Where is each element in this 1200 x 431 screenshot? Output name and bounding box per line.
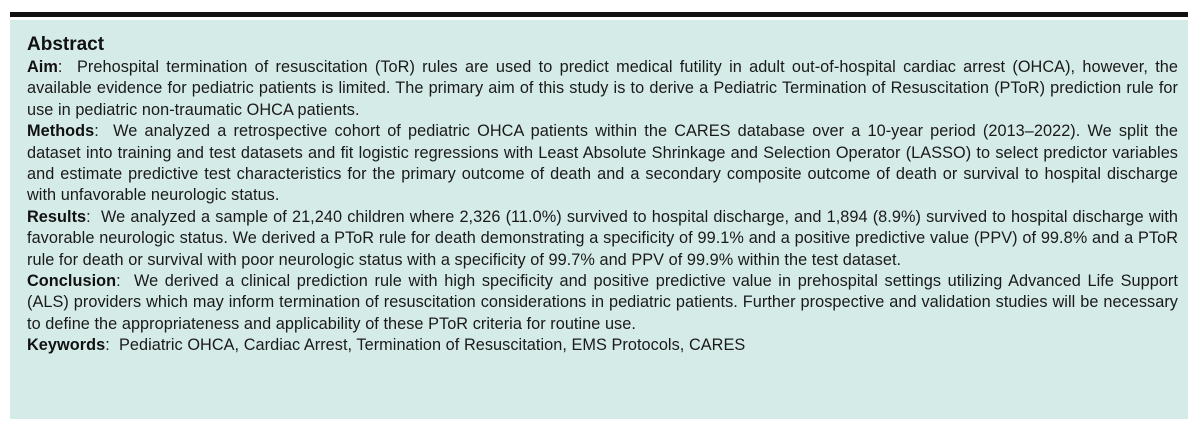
aim-label: Aim xyxy=(27,58,58,76)
conclusion-label: Conclusion xyxy=(27,272,117,291)
methods-section: Methods: We analyzed a retrospective cohort of pediatric OHCA patients within the CARES database over a 10-year period (2013–2022). We split the dataset into training and test datasets and fit logistic regressions with Least Absolute Shrinkage and Selection Operator (LASSO) to select predictor variables and estimate predictive test characteristics for the primary outcome of death and a secondary composite outcome of death or survival to hospital discharge with unfavorable neurologic status. xyxy=(27,122,1178,205)
results-label: Results xyxy=(27,207,87,226)
aim-text: Prehospital termination of resuscitation (ToR) rules are used to predict medical futility in adult out-of-hospital cardiac arrest (OHCA), however, the available evidence for pediatric patients is limited. The primary aim of this study is to derive a Pediatric Termination of Resuscitation (PToR) prediction rule for use in pediatric non-traumatic OHCA patients. xyxy=(27,58,1178,119)
conclusion-text: We derived a clinical prediction rule with high specificity and positive predictive value in prehospital settings utilizing Advanced Life Support (ALS) providers which may inform termination of resuscitation considerations in pediatric patients. Further prospective and validation studies will be necessary to define the appropriateness and applicability of these PToR criteria for routine use. xyxy=(27,272,1178,333)
abstract-heading: Abstract xyxy=(27,34,105,55)
methods-label: Methods xyxy=(27,122,95,141)
results-section: Results: We analyzed a sample of 21,240 children where 2,326 (11.0%) survived to hospital discharge, and 1,894 (8.9%) survived to hospital discharge with favorable neurologic status. We derived a PToR rule for death demonstrating a specificity of 99.1% and a positive predictive value (PPV) of 99.8% and a PToR rule for death or survival with poor neurologic status with a specificity of 99.7% and PPV of 99.9% within the test dataset. xyxy=(27,207,1178,269)
keywords-label: Keywords xyxy=(27,336,106,355)
top-rule xyxy=(10,12,1188,17)
conclusion-section: Conclusion: We derived a clinical prediction rule with high specificity and positive predictive value in prehospital settings utilizing Advanced Life Support (ALS) providers which may inform termination of resuscitation considerations in pediatric patients. Further prospective and validation studies will be necessary to define the appropriateness and applicability of these PToR criteria for routine use. xyxy=(27,272,1178,333)
abstract-box xyxy=(10,20,1188,419)
keywords-section: Keywords: Pediatric OHCA, Cardiac Arrest, Termination of Resuscitation, EMS Protocols, CARES xyxy=(27,336,746,355)
results-text: We analyzed a sample of 21,240 children where 2,326 (11.0%) survived to hospital discharge, and 1,894 (8.9%) survived to hospital discharge with favorable neurologic status. We derived a PToR rule for death demonstrating a specificity of 99.1% and a positive predictive value (PPV) of 99.8% and a PToR rule for death or survival with poor neurologic status with a specificity of 99.7% and PPV of 99.9% within the test dataset. xyxy=(27,207,1178,269)
methods-text: We analyzed a retrospective cohort of pediatric OHCA patients within the CARES database over a 10-year period (2013–2022). We split the dataset into training and test datasets and fit logistic regressions with Least Absolute Shrinkage and Selection Operator (LASSO) to select predictor variables and estimate predictive test characteristics for the primary outcome of death and a secondary composite outcome of death or survival to hospital discharge with unfavorable neurologic status. xyxy=(27,122,1178,205)
aim-section: Aim: Prehospital termination of resuscitation (ToR) rules are used to predict medical futility in adult out-of-hospital cardiac arrest (OHCA), however, the available evidence for pediatric patients is limited. The primary aim of this study is to derive a Pediatric Termination of Resuscitation (PToR) prediction rule for use in pediatric non-traumatic OHCA patients. xyxy=(27,58,1178,119)
keywords-text: Pediatric OHCA, Cardiac Arrest, Termination of Resuscitation, EMS Protocols, CARES xyxy=(118,336,746,355)
